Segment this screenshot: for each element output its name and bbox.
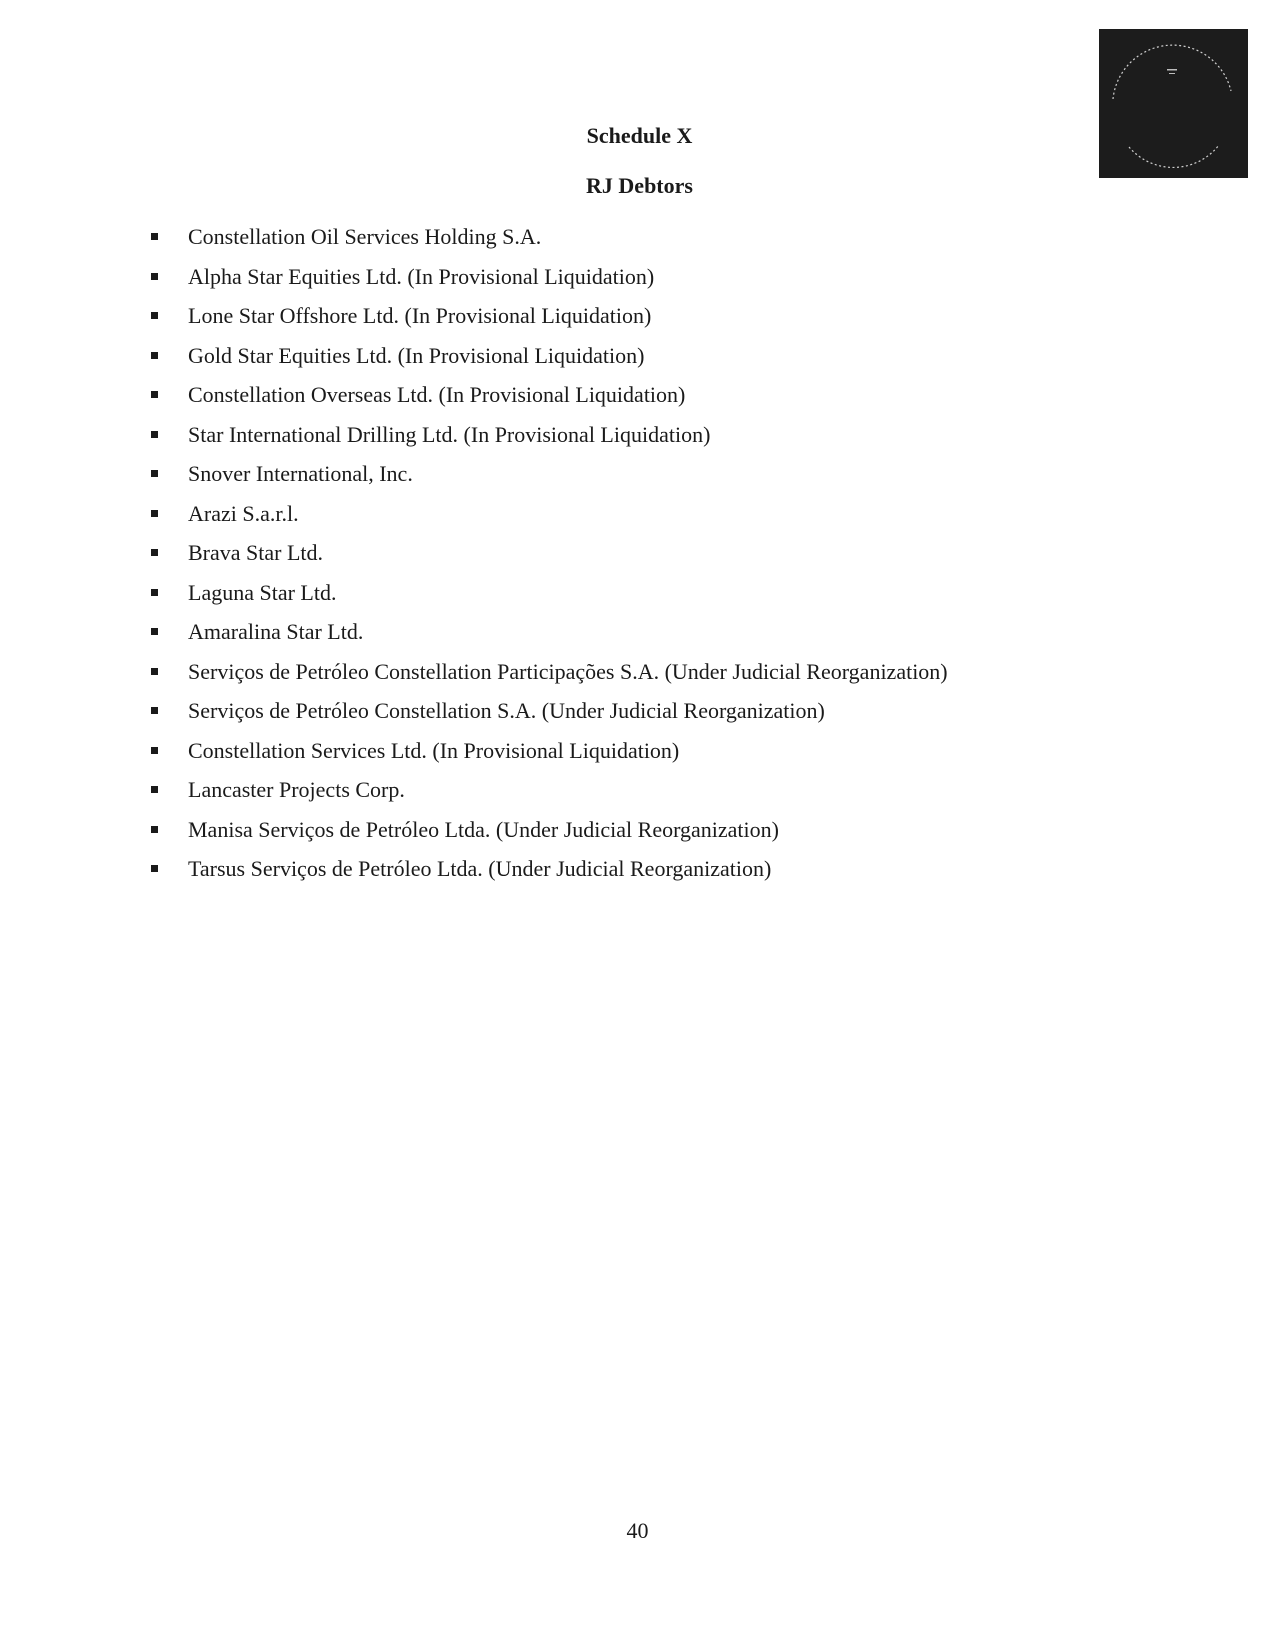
debtor-name: Constellation Services Ltd. (In Provisional Liquidation) (188, 737, 680, 763)
debtor-name: Lancaster Projects Corp. (188, 777, 405, 802)
debtor-name: Laguna Star Ltd. (188, 579, 337, 605)
square-bullet-icon (151, 391, 158, 398)
debtor-name: Constellation Overseas Ltd. (In Provisional Liquidation) (188, 382, 686, 407)
debtor-name: Gold Star Equities Ltd. (In Provisional Liquidation) (188, 342, 645, 368)
square-bullet-icon (151, 312, 158, 319)
square-bullet-icon (151, 786, 158, 793)
square-bullet-icon (151, 470, 158, 477)
debtor-name: Constellation Oil Services Holding S.A. (188, 224, 542, 249)
debtor-name: Lone Star Offshore Ltd. (In Provisional Liquidation) (188, 303, 652, 328)
debtor-name: Tarsus Serviços de Petróleo Ltda. (Under Judicial Reorganization) (188, 856, 772, 881)
seal-ring-icon (1113, 45, 1231, 167)
square-bullet-icon (151, 273, 158, 280)
square-bullet-icon (151, 707, 158, 714)
debtor-name: Arazi S.a.r.l. (188, 500, 299, 526)
debtor-name: Serviços de Petróleo Constellation S.A. (Under Judicial Reorganization) (188, 698, 825, 723)
square-bullet-icon (151, 589, 158, 596)
square-bullet-icon (151, 628, 158, 635)
page-number: 40 (626, 1518, 649, 1543)
debtor-name: Manisa Serviços de Petróleo Ltda. (Under Judicial Reorganization) (188, 816, 779, 842)
debtor-name: Star International Drilling Ltd. (In Provisional Liquidation) (188, 421, 711, 447)
square-bullet-icon (151, 668, 158, 675)
square-bullet-icon (151, 510, 158, 517)
debtor-name: Alpha Star Equities Ltd. (In Provisional Liquidation) (188, 263, 655, 289)
square-bullet-icon (151, 233, 158, 240)
court-seal-stamp (1099, 29, 1248, 178)
square-bullet-icon (151, 549, 158, 556)
square-bullet-icon (151, 865, 158, 872)
debtor-name: Serviços de Petróleo Constellation Participações S.A. (Under Judicial Reorganization) (188, 658, 948, 684)
square-bullet-icon (151, 352, 158, 359)
schedule-subtitle: RJ Debtors (586, 173, 693, 198)
square-bullet-icon (151, 747, 158, 754)
debtor-name: Amaralina Star Ltd. (188, 619, 364, 644)
schedule-title: Schedule X (586, 123, 693, 148)
square-bullet-icon (151, 431, 158, 438)
debtor-name: Snover International, Inc. (188, 461, 413, 486)
square-bullet-icon (151, 826, 158, 833)
debtor-name: Brava Star Ltd. (188, 540, 324, 565)
